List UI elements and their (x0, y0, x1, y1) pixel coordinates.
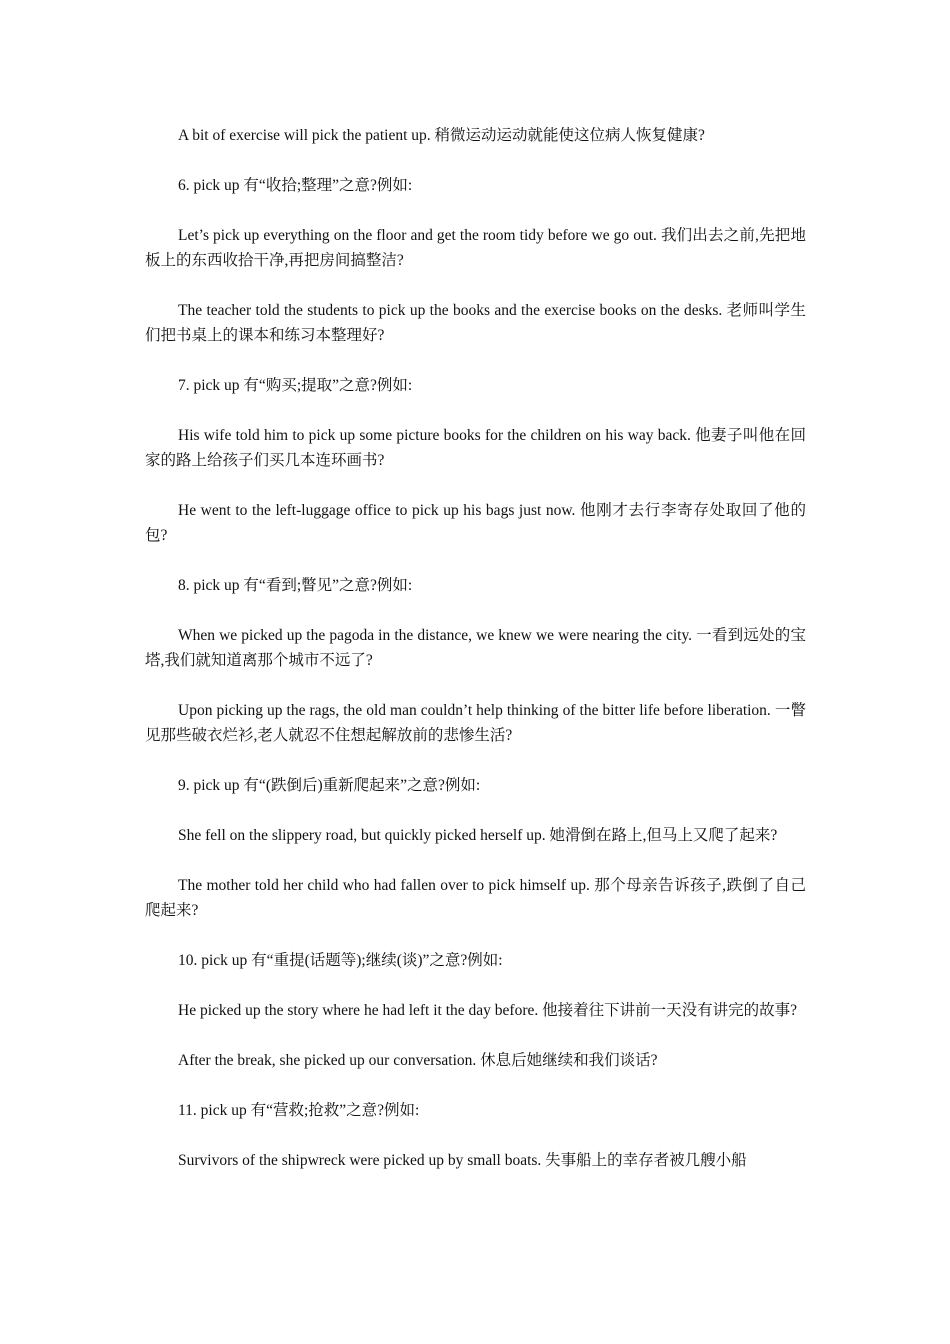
example-sentence: The mother told her child who had fallen over to pick himself up. 那个母亲告诉孩子,跌倒了自己爬起来? (145, 877, 806, 919)
usage-heading: 10. pick up 有“重提(话题等);继续(谈)”之意?例如: (178, 952, 503, 969)
example-sentence: After the break, she picked up our conversation. 休息后她继续和我们谈话? (178, 1052, 658, 1069)
example-sentence: His wife told him to pick up some picture books for the children on his way back. 他妻子叫他在回家的路上给孩子们买几本连环画书? (145, 427, 806, 469)
example-sentence: Survivors of the shipwreck were picked up by small boats. 失事船上的幸存者被几艘小船 (178, 1152, 747, 1169)
usage-heading: 7. pick up 有“购买;提取”之意?例如: (178, 377, 413, 394)
example-sentence: Upon picking up the rags, the old man couldn’t help thinking of the bitter life before liberation. 一瞥见那些破衣烂衫,老人就忍不住想起解放前的悲惨生活? (145, 702, 806, 744)
usage-heading: 6. pick up 有“收拾;整理”之意?例如: (178, 177, 413, 194)
example-sentence: The teacher told the students to pick up the books and the exercise books on the desks. 老师叫学生们把书桌上的课本和练习本整理好? (145, 302, 806, 344)
document-body (145, 123, 806, 1198)
usage-heading: 9. pick up 有“(跌倒后)重新爬起来”之意?例如: (178, 777, 481, 794)
example-sentence: When we picked up the pagoda in the distance, we knew we were nearing the city. 一看到远处的宝塔,我们就知道离那个城市不远了? (145, 627, 806, 669)
usage-heading: 11. pick up 有“营救;抢救”之意?例如: (178, 1102, 420, 1119)
usage-heading: 8. pick up 有“看到;瞥见”之意?例如: (178, 577, 413, 594)
example-sentence: He picked up the story where he had left it the day before. 他接着往下讲前一天没有讲完的故事? (178, 1002, 797, 1019)
example-sentence: He went to the left-luggage office to pick up his bags just now. 他刚才去行李寄存处取回了他的包? (145, 502, 806, 544)
example-sentence: A bit of exercise will pick the patient up. 稍微运动运动就能使这位病人恢复健康? (178, 127, 705, 144)
example-sentence: Let’s pick up everything on the floor and get the room tidy before we go out. 我们出去之前,先把地板上的东西收拾干净,再把房间搞整洁? (145, 227, 806, 269)
example-sentence: She fell on the slippery road, but quickly picked herself up. 她滑倒在路上,但马上又爬了起来? (178, 827, 778, 844)
